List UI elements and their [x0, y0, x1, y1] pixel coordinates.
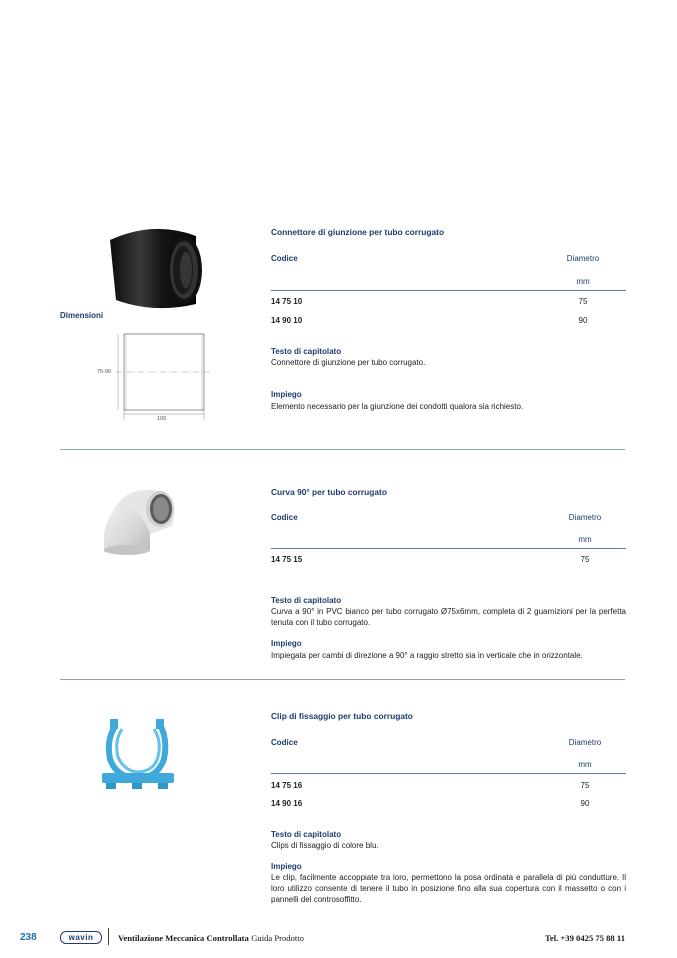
table-rule — [271, 548, 626, 549]
wavin-logo-text: wavin — [68, 933, 94, 942]
product-diameter: 75 — [580, 555, 590, 564]
diameter-header: Diametro — [568, 738, 602, 747]
product-code: 14 75 10 — [271, 297, 303, 306]
section-divider — [60, 679, 625, 680]
product-title: Connettore di giunzione per tubo corrugato — [271, 227, 445, 237]
use-heading: Impiego — [271, 862, 302, 871]
spec-text: Clips di fissaggio di colore blu. — [271, 841, 379, 850]
product-title: Clip di fissaggio per tubo corrugato — [271, 711, 413, 721]
code-header: Codice — [271, 738, 298, 747]
product-code: 14 75 15 — [271, 555, 303, 564]
footer-phone: Tel. +39 0425 75 88 11 — [544, 933, 625, 943]
drawing-height-label: 75-90 — [97, 369, 112, 375]
spec-heading: Testo di capitolato — [271, 596, 342, 605]
diameter-header: Diametro — [568, 513, 602, 522]
diameter-header: Diametro — [566, 254, 600, 263]
spec-text: Curva a 90° in PVC bianco per tubo corrugato Ø75x6mm, completa di 2 guarnizioni per la perfetta tenuta con il tubo corrugato. — [271, 607, 626, 627]
wavin-logo — [60, 931, 102, 944]
use-text: Elemento necessario per la giunzione dei condotti qualora sia richiesto. — [271, 402, 524, 411]
clip-image — [98, 717, 180, 793]
table-rule — [271, 773, 626, 774]
spec-text: Connettore di giunzione per tubo corrugato. — [271, 358, 426, 367]
use-heading: Impiego — [271, 390, 302, 399]
connector-image — [104, 222, 212, 314]
product-diameter: 75 — [578, 297, 588, 306]
product-title: Curva 90° per tubo corrugato — [271, 487, 387, 497]
table-rule — [271, 290, 626, 291]
spec-heading: Testo di capitolato — [271, 347, 342, 356]
code-header: Codice — [271, 254, 298, 263]
footer-title — [118, 933, 304, 943]
unit-label: mm — [576, 277, 590, 286]
code-header: Codice — [271, 513, 298, 522]
footer-title-light: Guida Prodotto — [251, 933, 304, 943]
use-text: Le clip, facilmente accoppiate tra loro, permettono la posa ordinata e parallela di più condutture. Il loro utilizzo consente di tenere il tubo in posizione fino alla sua copertura con il massetto o con i pannelli del controsoffitto. — [271, 873, 626, 904]
use-text: Impiegata per cambi di direzione a 90° a raggio stretto sia in verticale che in orizzontale. — [271, 651, 583, 660]
page-number: 238 — [20, 932, 37, 943]
product-diameter: 75 — [580, 781, 590, 790]
unit-label: mm — [578, 760, 592, 769]
use-heading: Impiego — [271, 639, 302, 648]
product-code: 14 75 16 — [271, 781, 303, 790]
product-diameter: 90 — [578, 316, 588, 325]
dimensions-label: Dimensioni — [60, 311, 104, 320]
unit-label: mm — [578, 535, 592, 544]
footer-divider — [108, 928, 109, 945]
connector-dimension-drawing — [92, 330, 212, 426]
elbow-image — [102, 484, 182, 556]
product-code: 14 90 10 — [271, 316, 303, 325]
section-divider — [60, 449, 625, 450]
footer-title-bold: Ventilazione Meccanica Controllata — [118, 933, 249, 943]
spec-heading: Testo di capitolato — [271, 830, 342, 839]
product-diameter: 90 — [580, 799, 590, 808]
product-code: 14 90 16 — [271, 799, 303, 808]
drawing-width-label: 100 — [157, 416, 167, 422]
